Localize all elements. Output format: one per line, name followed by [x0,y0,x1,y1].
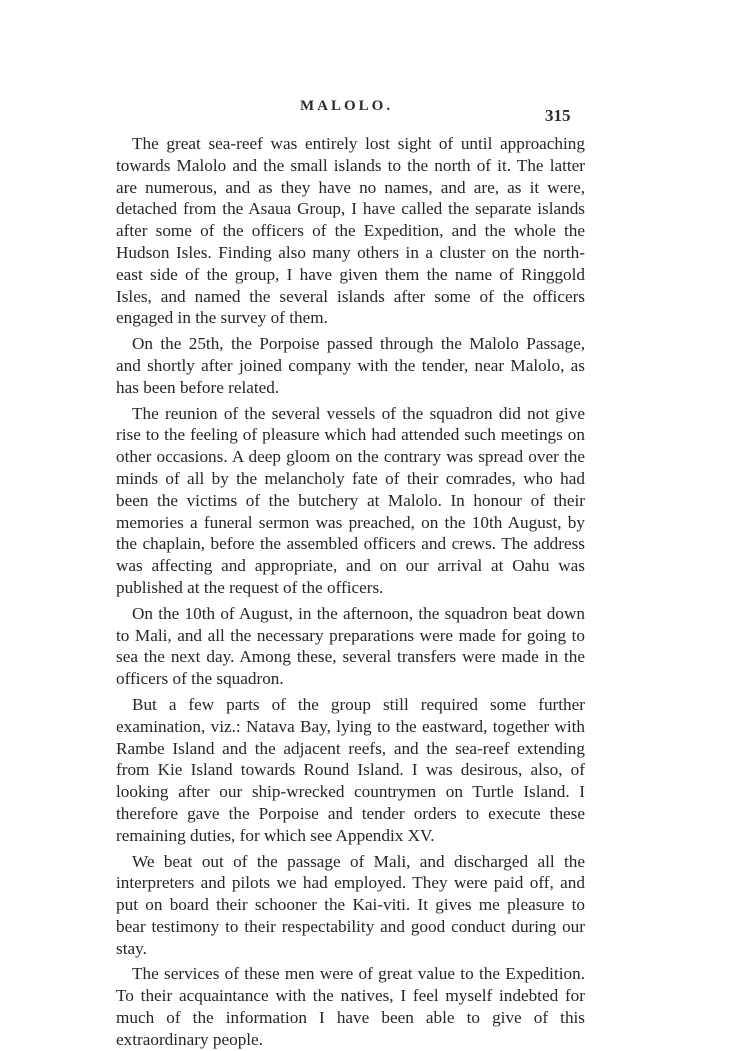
paragraph: On the 25th, the Porpoise passed through the Malolo Passage, and shortly after joined company with the tender, near Malolo, as has been before related. [116,334,585,397]
paragraph: The great sea-reef was entirely lost sight of until approaching towards Malolo and the small islands to the north of it. The latter are numerous, and as they have no names, and are, as it were, detached from the Asaua Group, I have called the separate islands after some of the officers of the Expedition, and the whole the Hudson Isles. Finding also many others in a cluster on the north-east side of the group, I have given them the name of Ringgold Isles, and named the several islands after some of the officers engaged in the survey of them. [116,134,585,328]
paragraph: We beat out of the passage of Mali, and discharged all the interpreters and pilots we had employed. They were paid off, and put on board their schooner the Kai-viti. It gives me pleasure to bear testimony to their respectability and good conduct during our stay. [116,851,585,958]
paragraph: On the 10th of August, in the afternoon, the squadron beat down to Mali, and all the necessary preparations were made for going to sea the next day. Among these, several transfers were made in the officers of the squadron. [116,603,585,689]
paragraph: But a few parts of the group still required some further examination, viz.: Natava Bay, lying to the eastward, together with Rambe Island and the adjacent reefs, and the sea-reef extending from Kie Island towards Round Island. I was desirous, also, of looking after our ship-wrecked countrymen on Turtle Island. I therefore gave the Porpoise and tender orders to execute these remaining duties, for which see Appendix XV. [116,694,585,845]
page-number: 315 [545,106,571,125]
running-title: MALOLO. [300,98,394,114]
paragraph: The reunion of the several vessels of the squadron did not give rise to the feeling of pleasure which had attended such meetings on other occasions. A deep gloom on the contrary was spread over the minds of all by the melancholy fate of their comrades, who had been the victims of the butchery at Malolo. In honour of their memories a funeral sermon was preached, on the 10th August, by the chaplain, before the assembled officers and crews. The address was affecting and appropriate, and on our arrival at Oahu was published at the request of the officers. [116,403,585,597]
paragraph: The services of these men were of great value to the Expedition. To their acquaintance with the natives, I feel myself indebted for much of the information I have been able to give of this extraordinary people. [116,964,585,1049]
body-text [116,133,585,1051]
